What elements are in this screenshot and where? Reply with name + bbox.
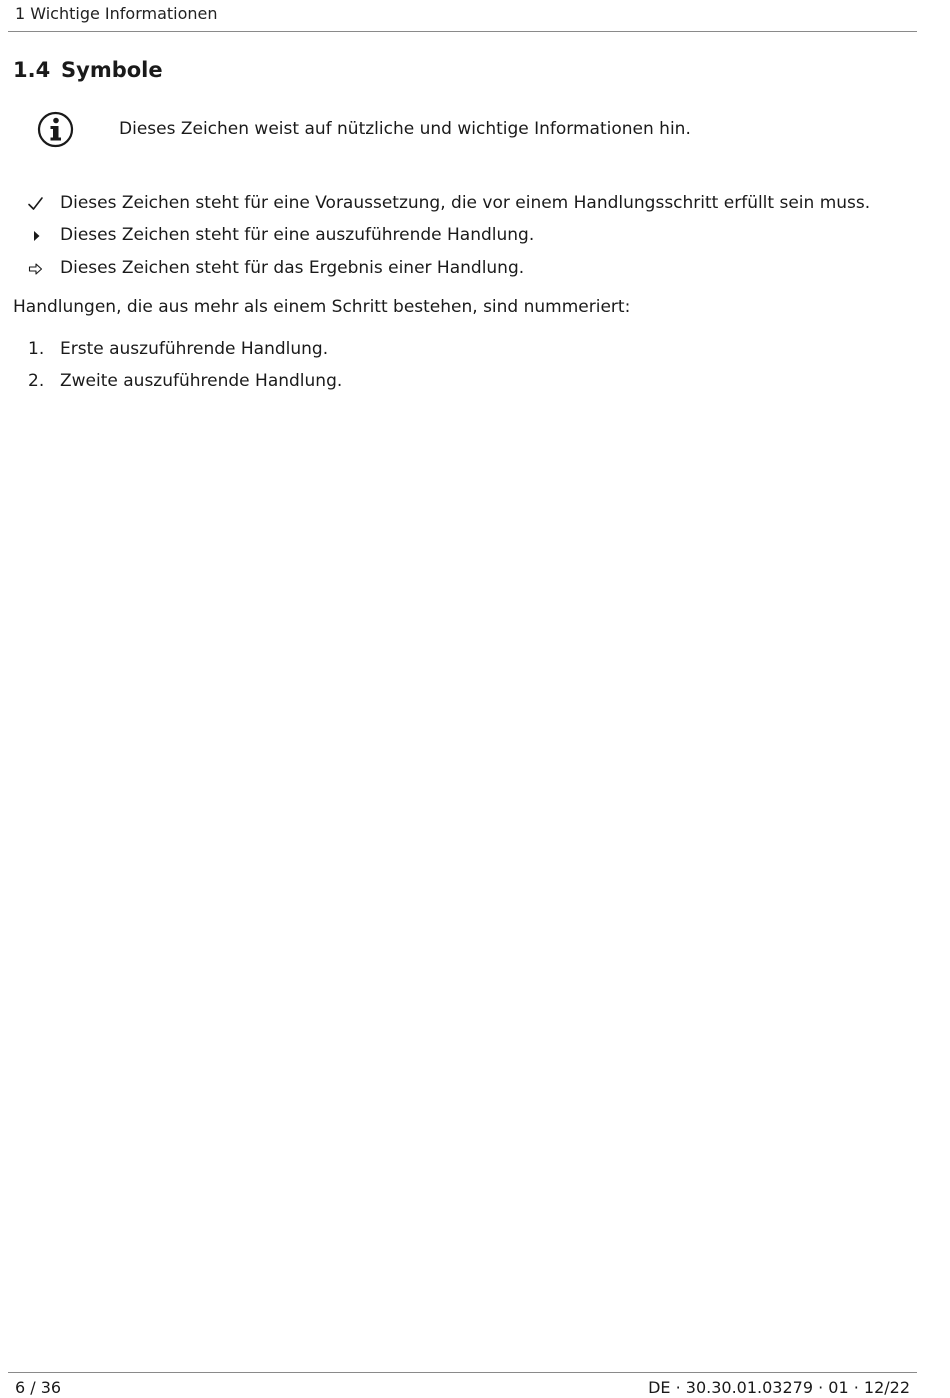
footer-divider (8, 1372, 917, 1373)
info-note-text: Dieses Zeichen weist auf nützliche und wichtige Informationen hin. (119, 119, 691, 139)
step-text: Zweite auszuführende Handlung. (60, 371, 343, 391)
section-number: 1.4 (13, 58, 51, 82)
step-number: 2. (28, 371, 45, 391)
step-number: 1. (28, 339, 45, 359)
outline-arrow-right-icon (26, 259, 46, 279)
document-reference: DE · 30.30.01.03279 · 01 · 12/22 (648, 1378, 910, 1397)
steps-intro: Handlungen, die aus mehr als einem Schritt bestehen, sind nummeriert: (13, 297, 631, 317)
symbol-text: Dieses Zeichen steht für eine Voraussetzung, die vor einem Handlungsschritt erfüllt sein muss. (60, 193, 871, 213)
info-icon (37, 111, 74, 148)
section-title (13, 56, 163, 84)
page-number: 6 / 36 (15, 1378, 62, 1397)
checkmark-icon (26, 194, 46, 214)
step-text: Erste auszuführende Handlung. (60, 339, 329, 359)
symbol-text: Dieses Zeichen steht für eine auszuführende Handlung. (60, 225, 535, 245)
running-header: 1 Wichtige Informationen (15, 4, 218, 23)
symbol-text: Dieses Zeichen steht für das Ergebnis einer Handlung. (60, 258, 525, 278)
header-divider (8, 31, 917, 32)
section-title-text: Symbole (61, 58, 163, 82)
triangle-right-icon (26, 226, 46, 246)
